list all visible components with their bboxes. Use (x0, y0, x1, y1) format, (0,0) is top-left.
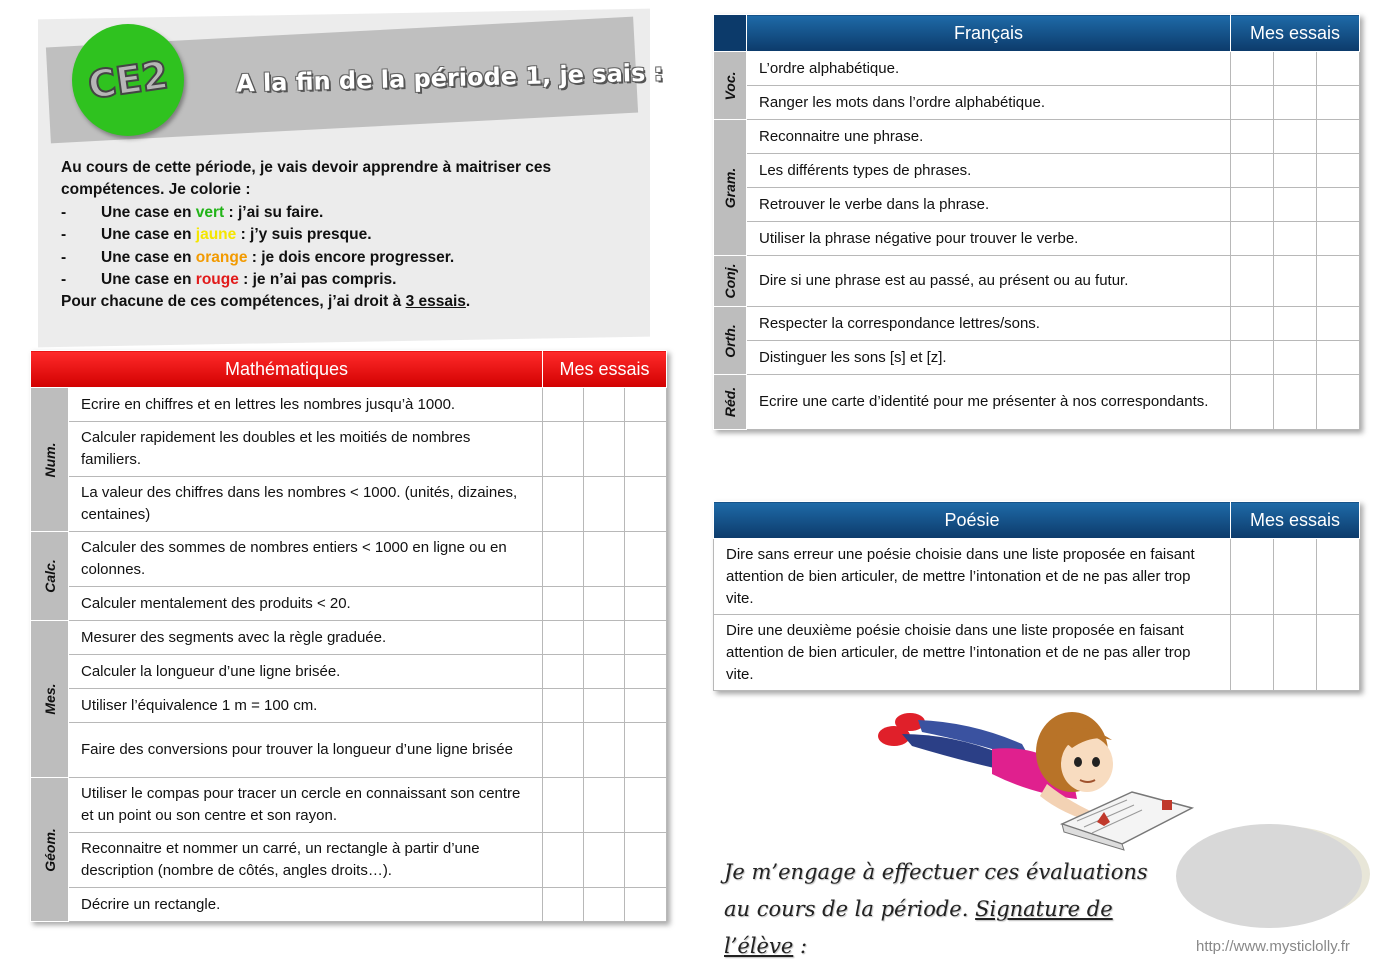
maths-essais-header: Mes essais (543, 351, 667, 388)
legend-color-word: jaune (195, 226, 237, 244)
table-row (714, 222, 1360, 256)
maths-skill-text: Reconnaitre et nommer un carré, un rectangle à partir d’une description (nombre de côtés, angles droits…). (69, 833, 543, 888)
attempt-box-1[interactable] (543, 833, 584, 888)
attempt-box-3[interactable] (1317, 341, 1360, 375)
francais-category-label: Voc. (722, 70, 738, 101)
table-row (31, 689, 667, 723)
attempt-box-1[interactable] (543, 655, 584, 689)
poesie-skills-table (713, 501, 1360, 691)
attempt-box-3[interactable] (1317, 539, 1360, 615)
maths-category-cell (31, 532, 69, 621)
francais-category-cell (714, 52, 747, 120)
francais-essais-header: Mes essais (1231, 15, 1360, 52)
intro-text (61, 157, 621, 314)
attempt-box-3[interactable] (625, 477, 667, 532)
attempt-box-2[interactable] (1274, 341, 1317, 375)
attempt-box-1[interactable] (1231, 341, 1274, 375)
francais-skill-text: L’ordre alphabétique. (747, 52, 1231, 86)
attempt-box-2[interactable] (584, 833, 625, 888)
attempt-box-3[interactable] (625, 621, 667, 655)
attempt-box-2[interactable] (1274, 375, 1317, 430)
attempt-box-2[interactable] (1274, 52, 1317, 86)
francais-skill-text: Les différents types de phrases. (747, 154, 1231, 188)
girl-reading-illustration (872, 704, 1202, 860)
attempt-box-2[interactable] (584, 477, 625, 532)
attempt-box-1[interactable] (543, 621, 584, 655)
francais-skills-table (713, 14, 1360, 430)
table-row (31, 587, 667, 621)
attempt-box-2[interactable] (584, 587, 625, 621)
table-row (31, 888, 667, 922)
attempt-box-1[interactable] (1231, 222, 1274, 256)
maths-category-label: Calc. (41, 559, 58, 593)
attempt-box-1[interactable] (543, 888, 584, 922)
table-row (714, 154, 1360, 188)
attempt-box-2[interactable] (584, 621, 625, 655)
francais-category-cell (714, 120, 747, 256)
attempt-box-2[interactable] (584, 532, 625, 587)
intro-line-1: Au cours de cette période, je vais devoir apprendre à maitriser ces (61, 159, 552, 176)
attempt-box-1[interactable] (1231, 188, 1274, 222)
table-row (31, 833, 667, 888)
attempt-box-3[interactable] (1317, 120, 1360, 154)
francais-category-cell (714, 375, 747, 430)
attempt-box-3[interactable] (625, 888, 667, 922)
attempt-box-3[interactable] (625, 723, 667, 778)
attempt-box-2[interactable] (584, 655, 625, 689)
francais-skill-text: Utiliser la phrase négative pour trouver le verbe. (747, 222, 1231, 256)
table-row (31, 621, 667, 655)
attempt-box-2[interactable] (1274, 539, 1317, 615)
poesie-skill-text: Dire une deuxième poésie choisie dans une liste proposée en faisant attention de bien articuler, de mettre l’intonation et de ne pas aller trop vite. (714, 615, 1231, 691)
attempt-box-3[interactable] (625, 587, 667, 621)
attempt-box-1[interactable] (1231, 615, 1274, 691)
table-row (714, 539, 1360, 615)
attempt-box-1[interactable] (543, 422, 584, 477)
table-row (31, 477, 667, 532)
attempt-box-3[interactable] (1317, 188, 1360, 222)
attempt-box-1[interactable] (543, 778, 584, 833)
attempt-box-2[interactable] (584, 388, 625, 422)
attempt-box-3[interactable] (625, 689, 667, 723)
maths-skill-text: Utiliser l’équivalence 1 m = 100 cm. (69, 689, 543, 723)
attempt-box-1[interactable] (543, 388, 584, 422)
attempt-box-2[interactable] (1274, 120, 1317, 154)
maths-skill-text: Calculer des sommes de nombres entiers < 1000 en ligne ou en colonnes. (69, 532, 543, 587)
table-row (714, 86, 1360, 120)
attempt-box-1[interactable] (543, 477, 584, 532)
attempt-box-1[interactable] (1231, 307, 1274, 341)
attempt-box-2[interactable] (584, 723, 625, 778)
attempt-box-1[interactable] (543, 723, 584, 778)
attempt-box-1[interactable] (1231, 120, 1274, 154)
maths-skill-text: Calculer mentalement des produits < 20. (69, 587, 543, 621)
engagement-text: Je m’engage à effectuer ces évaluations au cours de la période. Signature de l’élève : (724, 860, 1148, 958)
table-row (31, 532, 667, 587)
maths-category-label: Num. (41, 442, 58, 477)
legend-color-word: orange (195, 248, 248, 266)
francais-category-label: Gram. (722, 167, 738, 208)
francais-skill-text: Retrouver le verbe dans la phrase. (747, 188, 1231, 222)
poesie-header: Poésie (714, 502, 1231, 539)
signature-label: Signature de l’élève (724, 897, 1113, 958)
table-row (31, 655, 667, 689)
table-row (31, 388, 667, 422)
attempt-box-2[interactable] (1274, 615, 1317, 691)
intro-last-line: Pour chacune de ces compétences, j’ai droit à 3 essais. (61, 293, 471, 311)
page-title: A la fin de la période 1, je sais : (235, 58, 664, 98)
francais-skill-text: Ranger les mots dans l’ordre alphabétique. (747, 86, 1231, 120)
footer-url: http://www.mysticlolly.fr (1196, 938, 1350, 955)
legend-color-word: rouge (195, 271, 239, 289)
maths-skill-text: Décrire un rectangle. (69, 888, 543, 922)
francais-skill-text: Reconnaitre une phrase. (747, 120, 1231, 154)
maths-category-cell (31, 388, 69, 532)
legend-item-red: - Une case en rouge : je n’ai pas compris. (61, 271, 397, 289)
maths-skill-text: Calculer rapidement les doubles et les moitiés de nombres familiers. (69, 422, 543, 477)
francais-skill-text: Distinguer les sons [s] et [z]. (747, 341, 1231, 375)
maths-skill-text: Utiliser le compas pour tracer un cercle en connaissant son centre et un point ou son centre et son rayon. (69, 778, 543, 833)
maths-skill-text: Mesurer des segments avec la règle graduée. (69, 621, 543, 655)
attempt-box-1[interactable] (1231, 539, 1274, 615)
attempt-box-3[interactable] (625, 778, 667, 833)
table-row (714, 52, 1360, 86)
attempt-box-3[interactable] (625, 388, 667, 422)
attempt-box-1[interactable] (1231, 86, 1274, 120)
attempt-box-1[interactable] (1231, 256, 1274, 307)
francais-category-label: Réd. (722, 386, 738, 418)
table-row (714, 120, 1360, 154)
attempt-box-2[interactable] (1274, 188, 1317, 222)
table-row (714, 341, 1360, 375)
attempt-box-3[interactable] (1317, 256, 1360, 307)
maths-skill-text: Calculer la longueur d’une ligne brisée. (69, 655, 543, 689)
poesie-skill-text: Dire sans erreur une poésie choisie dans une liste proposée en faisant attention de bien articuler, de mettre l’intonation et de ne pas aller trop vite. (714, 539, 1231, 615)
attempt-box-2[interactable] (1274, 222, 1317, 256)
attempt-box-3[interactable] (1317, 307, 1360, 341)
attempt-box-1[interactable] (1231, 154, 1274, 188)
legend-item-green: - Une case en vert : j’ai su faire. (61, 203, 324, 221)
maths-category-label: Mes. (41, 683, 58, 715)
francais-skill-text: Dire si une phrase est au passé, au présent ou au futur. (747, 256, 1231, 307)
attempt-box-3[interactable] (625, 532, 667, 587)
attempt-box-2[interactable] (584, 888, 625, 922)
attempt-box-2[interactable] (584, 689, 625, 723)
table-row (714, 375, 1360, 430)
francais-skill-text: Respecter la correspondance lettres/sons. (747, 307, 1231, 341)
attempt-box-2[interactable] (584, 778, 625, 833)
francais-header-corner (714, 15, 747, 52)
francais-skill-text: Ecrire une carte d’identité pour me présenter à nos correspondants. (747, 375, 1231, 430)
attempt-box-3[interactable] (1317, 86, 1360, 120)
table-row (714, 188, 1360, 222)
attempt-box-3[interactable] (625, 422, 667, 477)
attempt-box-2[interactable] (1274, 154, 1317, 188)
attempt-box-3[interactable] (625, 833, 667, 888)
attempt-box-1[interactable] (543, 532, 584, 587)
maths-header: Mathématiques (31, 351, 543, 388)
francais-category-label: Conj. (722, 263, 738, 299)
attempt-box-1[interactable] (543, 689, 584, 723)
attempt-box-2[interactable] (584, 422, 625, 477)
level-badge (72, 24, 184, 136)
legend-item-yellow: - Une case en jaune : j’y suis presque. (61, 226, 372, 244)
attempt-box-1[interactable] (1231, 52, 1274, 86)
poesie-essais-header: Mes essais (1231, 502, 1360, 539)
legend-color-word: vert (195, 203, 225, 221)
francais-category-cell (714, 256, 747, 307)
maths-category-label: Géom. (41, 827, 58, 872)
table-row (31, 723, 667, 778)
maths-skill-text: La valeur des chiffres dans les nombres < 1000. (unités, dizaines, centaines) (69, 477, 543, 532)
attempt-box-2[interactable] (1274, 86, 1317, 120)
attempt-box-3[interactable] (1317, 615, 1360, 691)
maths-skills-table (30, 350, 667, 922)
francais-category-cell (714, 307, 747, 375)
maths-skill-text: Faire des conversions pour trouver la longueur d’une ligne brisée (69, 723, 543, 778)
attempt-box-3[interactable] (1317, 222, 1360, 256)
level-badge-text: CE2 (85, 52, 171, 108)
attempt-box-3[interactable] (1317, 375, 1360, 430)
table-row (714, 615, 1360, 691)
maths-skill-text: Ecrire en chiffres et en lettres les nombres jusqu’à 1000. (69, 388, 543, 422)
legend-item-orange: - Une case en orange : je dois encore progresser. (61, 248, 455, 266)
attempt-box-1[interactable] (543, 587, 584, 621)
table-row (714, 307, 1360, 341)
table-row (31, 778, 667, 833)
maths-category-cell (31, 778, 69, 922)
attempt-box-3[interactable] (1317, 52, 1360, 86)
signature-oval (1176, 824, 1362, 928)
attempt-box-2[interactable] (1274, 307, 1317, 341)
maths-category-cell (31, 621, 69, 778)
attempt-box-1[interactable] (1231, 375, 1274, 430)
francais-header: Français (747, 15, 1231, 52)
attempt-box-2[interactable] (1274, 256, 1317, 307)
intro-line-2: compétences. Je colorie : (61, 181, 251, 199)
attempt-box-3[interactable] (625, 655, 667, 689)
attempt-box-3[interactable] (1317, 154, 1360, 188)
francais-category-label: Orth. (722, 323, 738, 358)
table-row (31, 422, 667, 477)
table-row (714, 256, 1360, 307)
